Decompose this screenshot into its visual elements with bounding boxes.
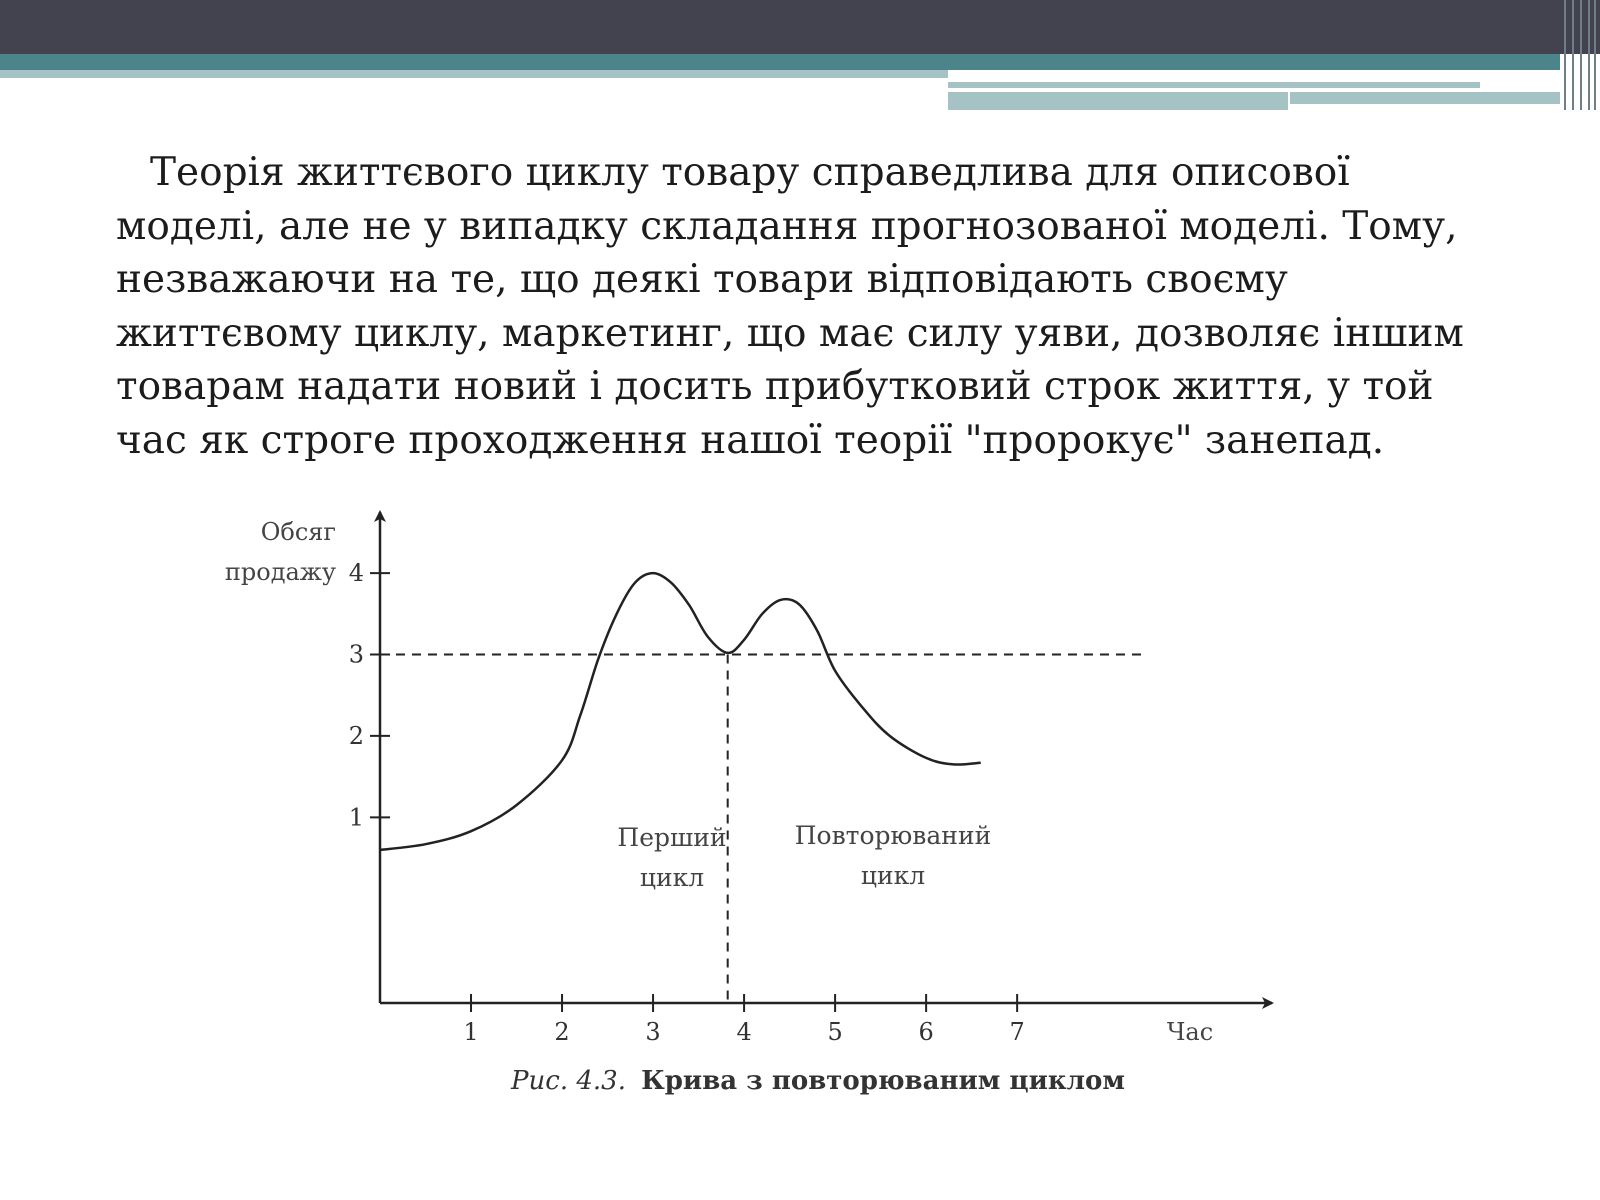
x-axis-label: Час	[1166, 1018, 1214, 1046]
annotation-repeated-cycle: цикл	[860, 861, 926, 890]
x-tick-label: 7	[1009, 1018, 1025, 1046]
annotation-repeated-cycle: Повторюваний	[794, 821, 992, 850]
y-ticks	[349, 559, 390, 831]
y-tick-label: 1	[348, 803, 364, 832]
slide-paragraph: Теорія життєвого циклу товару справедлива для описової моделі, але не у випадку складання прогнозованої моделі. Тому, незважаючи на те, що деякі товари відповідають своєму життєвому циклу, маркетинг, що має силу уяви, дозволяє іншим товарам надати новий і досить прибутковий строк життя, у той час як строге проходження нашої теорії "пророкує" занепад.	[116, 150, 1464, 463]
x-tick-label: 6	[918, 1018, 934, 1046]
caption-prefix: Рис. 4.3.	[511, 1066, 627, 1096]
x-tick-label: 3	[645, 1018, 661, 1046]
y-tick-label: 2	[348, 721, 364, 750]
x-tick-label: 4	[736, 1018, 752, 1046]
y-tick-label: 4	[348, 559, 364, 588]
x-tick-label: 5	[827, 1018, 843, 1046]
figure-caption	[510, 1066, 1125, 1096]
annotation-first-cycle: цикл	[639, 863, 705, 892]
caption-title: Крива з повторюваним циклом	[641, 1066, 1125, 1096]
y-tick-label: 3	[348, 640, 364, 669]
x-tick-label: 2	[554, 1018, 570, 1046]
y-axis-label: продажу	[224, 558, 336, 586]
annotation-first-cycle: Перший	[617, 823, 727, 852]
y-axis-label: Обсяг	[260, 518, 336, 546]
sales-curve	[380, 573, 981, 850]
x-tick-label: 1	[463, 1018, 479, 1046]
